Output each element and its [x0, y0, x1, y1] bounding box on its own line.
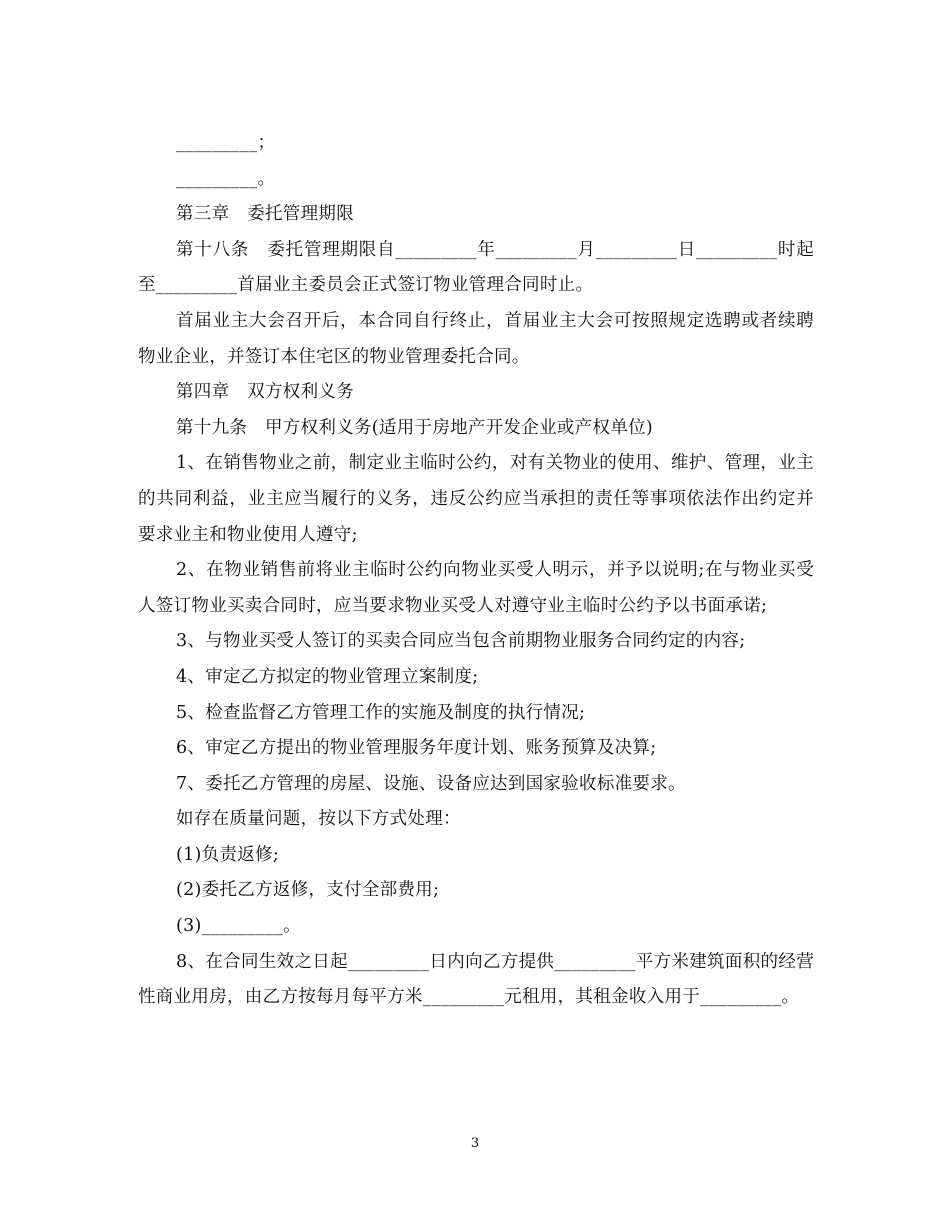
article-19-heading: 第十九条 甲方权利义务(适用于房地产开发企业或产权单位) [176, 417, 654, 438]
quality-option-3: (3)_________。 [176, 916, 301, 937]
paragraph-blank-1: _________； [176, 133, 276, 153]
quality-issue-intro: 如存在质量问题，按以下方式处理： [176, 809, 461, 830]
article-19-item-7: 7、委托乙方管理的房屋、设施、设备应达到国家验收标准要求。 [176, 773, 686, 794]
quality-option-2: (2)委托乙方返修，支付全部费用; [176, 880, 440, 901]
article-19-item-3: 3、与物业买受人签订的买卖合同应当包含前期物业服务合同约定的内容; [176, 631, 746, 652]
quality-option-1: (1)负责返修; [176, 844, 280, 865]
article-19-item-5: 5、检查监督乙方管理工作的实施及制度的执行情况; [176, 702, 586, 723]
chapter-3-heading: 第三章 委托管理期限 [176, 204, 354, 225]
article-18: 第十八条 委托管理期限自_________年_________月_________日_________时起至_________首届业主委员会正式签订物业管理合同时止。 [138, 239, 814, 296]
paragraph-blank-2: _________。 [176, 168, 276, 189]
page-number: 3 [470, 1136, 480, 1151]
article-19-item-8: 8、在合同生效之日起_________日内向乙方提供_________平方米建筑面积的经营性商业用房，由乙方按每月每平方米_________元租用，其租金收入用于_________。 [138, 951, 814, 1008]
document-body [138, 126, 814, 1016]
article-19-item-2: 2、在物业销售前将业主临时公约向物业买受人明示，并予以说明;在与物业买受人签订物业买卖合同时，应当要求物业买受人对遵守业主临时公约予以书面承诺; [138, 560, 814, 616]
article-18-termination: 首届业主大会召开后，本合同自行终止，首届业主大会可按照规定选聘或者续聘物业企业，并签订本住宅区的物业管理委托合同。 [138, 310, 814, 367]
chapter-4-heading: 第四章 双方权利义务 [176, 382, 354, 403]
article-19-item-4: 4、审定乙方拟定的物业管理立案制度; [176, 666, 479, 687]
article-19-item-6: 6、审定乙方提出的物业管理服务年度计划、账务预算及决算; [176, 738, 657, 759]
article-19-item-1: 1、在销售物业之前，制定业主临时公约，对有关物业的使用、维护、管理，业主的共同利益，业主应当履行的义务，违反公约应当承担的责任等事项依法作出约定并要求业主和物业使用人遵守; [138, 453, 814, 545]
